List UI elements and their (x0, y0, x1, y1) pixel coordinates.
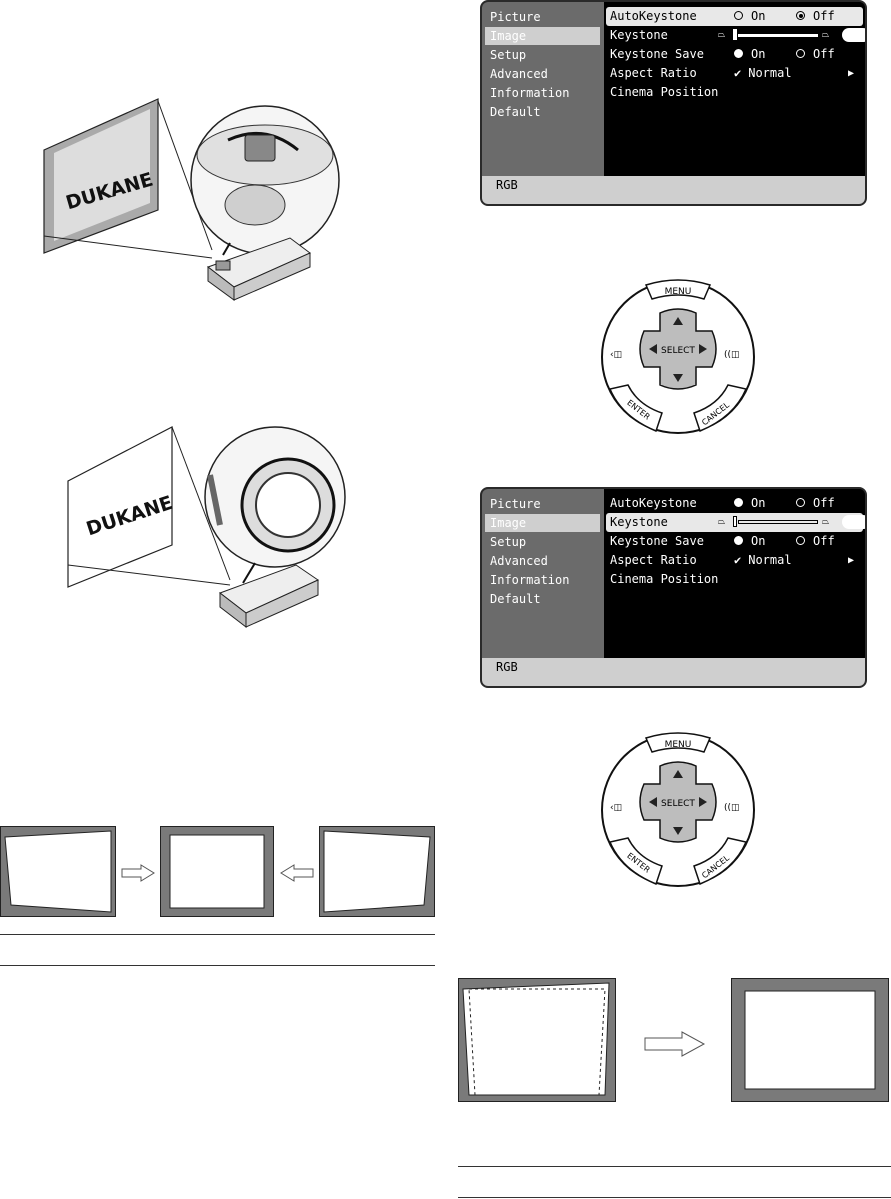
divider (458, 1197, 891, 1198)
row-auto-keystone[interactable] (606, 494, 863, 513)
sidebar-item-image[interactable]: Image (485, 27, 600, 45)
option-off[interactable]: Off (796, 532, 835, 551)
row-label: Keystone (610, 28, 668, 42)
sidebar-item-setup[interactable]: Setup (490, 535, 527, 549)
divider (0, 934, 435, 935)
row-label: Keystone Save (610, 534, 704, 548)
svg-text:CANCEL: CANCEL (700, 400, 732, 428)
keystone-minus-icon: ⏢ (718, 30, 726, 40)
remote-control-pad-bottom (594, 730, 762, 888)
aspect-value: ✔ Normal (734, 553, 792, 567)
keystone-minus-icon: ⏢ (718, 517, 726, 527)
keystone-plus-icon: ⏢ (822, 517, 830, 527)
option-off[interactable]: Off (796, 7, 835, 26)
osd-menu-bottom (480, 487, 867, 688)
sidebar-item-information[interactable]: Information (490, 573, 570, 587)
sidebar-item-picture[interactable]: Picture (490, 10, 541, 24)
radio-selected-icon (734, 536, 743, 545)
screen-logo: DUKANE (63, 168, 156, 215)
row-label: Keystone (610, 515, 668, 529)
svg-text:MENU: MENU (664, 287, 692, 297)
divider (0, 965, 435, 966)
sidebar-item-image[interactable]: Image (485, 514, 600, 532)
row-keystone-save[interactable] (606, 45, 863, 64)
slider-value-box (842, 28, 867, 42)
divider (458, 1166, 891, 1167)
radio-icon (796, 49, 805, 58)
sidebar-item-setup[interactable]: Setup (490, 48, 527, 62)
sidebar-item-information[interactable]: Information (490, 86, 570, 100)
option-on[interactable]: On (734, 494, 765, 513)
keystone-plus-icon: ((◫ (724, 803, 740, 813)
row-cinema-position[interactable] (606, 83, 863, 102)
osd-sidebar (482, 489, 604, 662)
keystone-distorted-large (458, 978, 616, 1102)
option-off[interactable]: Off (796, 494, 835, 513)
check-icon: ✔ (734, 553, 742, 567)
keystone-plus-icon: ((◫ (724, 350, 740, 360)
keystone-plus-icon: ⏢ (822, 30, 830, 40)
osd-menu-top (480, 0, 867, 206)
osd-footer: RGB (482, 176, 865, 204)
radio-icon (734, 11, 743, 20)
keystone-corrected-large (731, 978, 889, 1102)
osd-main (604, 2, 865, 180)
row-aspect-ratio[interactable] (606, 64, 863, 83)
slider-handle[interactable] (733, 29, 737, 40)
arrow-left-icon (280, 864, 314, 882)
arrow-right-icon (644, 1031, 706, 1057)
remote-control-pad-top (594, 277, 762, 435)
option-on[interactable]: On (734, 7, 765, 26)
radio-icon (796, 498, 805, 507)
keystone-corrected (160, 826, 274, 917)
sidebar-item-picture[interactable]: Picture (490, 497, 541, 511)
check-icon: ✔ (734, 66, 742, 80)
keystone-before-left (0, 826, 116, 917)
osd-main (604, 489, 865, 662)
osd-footer: RGB (482, 658, 865, 686)
svg-text:ENTER: ENTER (625, 851, 652, 875)
row-label: AutoKeystone (610, 9, 697, 23)
sidebar-item-default[interactable]: Default (490, 592, 541, 606)
svg-text:ENTER: ENTER (625, 398, 652, 422)
sidebar-item-advanced[interactable]: Advanced (490, 67, 548, 81)
slider-handle[interactable] (733, 516, 737, 527)
arrow-right-icon (121, 864, 155, 882)
row-keystone[interactable] (606, 26, 863, 45)
option-on[interactable]: On (734, 532, 765, 551)
submenu-arrow-icon[interactable]: ▶ (848, 68, 855, 79)
aspect-value: ✔ Normal (734, 66, 792, 80)
keystone-minus-icon: ‹◫ (610, 350, 623, 360)
option-off[interactable]: Off (796, 45, 835, 64)
submenu-arrow-icon[interactable]: ▶ (848, 555, 855, 566)
slider-value-box (842, 515, 867, 529)
svg-text:SELECT: SELECT (661, 346, 695, 356)
svg-text:SELECT: SELECT (661, 799, 695, 809)
projector-zoom-illustration (40, 95, 360, 305)
row-cinema-position[interactable] (606, 570, 863, 589)
radio-selected-icon (734, 49, 743, 58)
osd-sidebar (482, 2, 604, 180)
radio-selected-icon (796, 11, 805, 20)
row-label: Keystone Save (610, 47, 704, 61)
screen-logo: DUKANE (83, 491, 176, 541)
radio-icon (796, 536, 805, 545)
row-auto-keystone[interactable] (606, 7, 863, 26)
projector-focus-illustration (60, 415, 360, 630)
option-on[interactable]: On (734, 45, 765, 64)
sidebar-item-advanced[interactable]: Advanced (490, 554, 548, 568)
svg-text:MENU: MENU (664, 740, 692, 750)
row-aspect-ratio[interactable] (606, 551, 863, 570)
row-keystone[interactable] (606, 513, 863, 532)
sidebar-item-default[interactable]: Default (490, 105, 541, 119)
row-label: Cinema Position (610, 572, 719, 586)
row-label: Aspect Ratio (610, 553, 697, 567)
slider-track[interactable] (738, 520, 818, 524)
row-label: Aspect Ratio (610, 66, 697, 80)
keystone-minus-icon: ‹◫ (610, 803, 623, 813)
keystone-before-right (319, 826, 435, 917)
row-label: AutoKeystone (610, 496, 697, 510)
slider-track[interactable] (738, 34, 818, 37)
radio-selected-icon (734, 498, 743, 507)
row-label: Cinema Position (610, 85, 719, 99)
svg-text:CANCEL: CANCEL (700, 853, 732, 881)
row-keystone-save[interactable] (606, 532, 863, 551)
